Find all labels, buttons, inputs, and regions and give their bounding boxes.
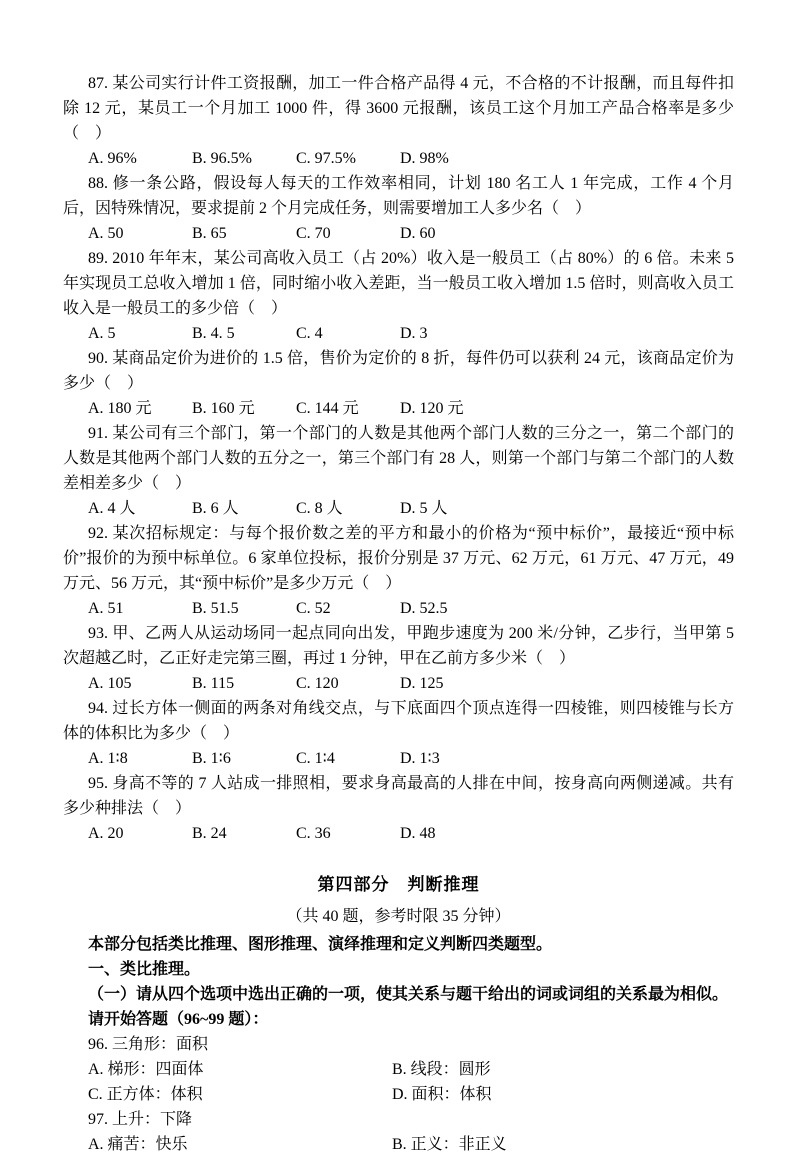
option-a: A. 痛苦：快乐 <box>88 1136 188 1153</box>
option-c: C. 4 <box>296 325 323 342</box>
question-91 <box>63 421 734 521</box>
question-text: 87. 某公司实行计件工资报酬，加工一件合格产品得 4 元，不合格的不计报酬，而且每件扣除 12 元，某员工一个月加工 1000 件，得 3600 元报酬，该员工这个月加工产品合格率是多少（ ） <box>63 75 734 142</box>
question-text: 92. 某次招标规定：与每个报价数之差的平方和最小的价格为“预中标价”，最接近“预中标价”报价的为预中标单位。6 家单位投标，报价分别是 37 万元、62 万元，61 万元、47 万元，49 万元、56 万元，其“预中标价”是多少万元（ ） <box>63 525 734 592</box>
begin-note: 请开始答题（96~99 题）： <box>88 1011 269 1028</box>
option-c: C. 144 元 <box>296 400 359 417</box>
option-a: A. 105 <box>88 675 132 692</box>
question-text: 97. 上升：下降 <box>88 1111 193 1128</box>
question-92 <box>63 521 734 621</box>
option-d: D. 1∶3 <box>400 750 440 767</box>
option-c: C. 97.5% <box>296 150 356 167</box>
question-87 <box>63 71 734 171</box>
options-row <box>63 1057 734 1082</box>
option-b: B. 24 <box>192 825 227 842</box>
option-d: D. 5 人 <box>400 500 448 517</box>
section-part-label: 一、类比推理。 <box>88 961 201 978</box>
question-text: 96. 三角形：面积 <box>88 1036 209 1053</box>
question-text: 88. 修一条公路，假设每人每天的工作效率相同，计划 180 名工人 1 年完成，工作 4 个月后，因特殊情况，要求提前 2 个月完成任务，则需要增加工人多少名（ ） <box>63 175 734 217</box>
options-row <box>63 596 734 621</box>
question-text: 94. 过长方体一侧面的两条对角线交点，与下底面四个顶点连得一四棱锥，则四棱锥与长方体的体积比为多少（ ） <box>63 700 734 742</box>
option-b: B. 51.5 <box>192 600 239 617</box>
question-90 <box>63 346 734 421</box>
option-b: B. 正义：非正义 <box>392 1136 507 1153</box>
option-d: D. 120 元 <box>400 400 464 417</box>
option-b: B. 160 元 <box>192 400 255 417</box>
option-a: A. 50 <box>88 225 124 242</box>
option-a: A. 1∶8 <box>88 750 128 767</box>
option-a: A. 20 <box>88 825 124 842</box>
option-b: B. 65 <box>192 225 227 242</box>
option-a: A. 4 人 <box>88 500 136 517</box>
option-c: C. 正方体：体积 <box>88 1086 203 1103</box>
option-b: B. 1∶6 <box>192 750 231 767</box>
question-text: 95. 身高不等的 7 人站成一排照相，要求身高最高的人排在中间，按身高向两侧递减。共有多少种排法（ ） <box>63 775 734 817</box>
option-c: C. 120 <box>296 675 339 692</box>
options-row <box>63 221 734 246</box>
option-b: B. 115 <box>192 675 235 692</box>
option-c: C. 8 人 <box>296 500 343 517</box>
question-text: 91. 某公司有三个部门，第一个部门的人数是其他两个部门人数的三分之一，第二个部门的人数是其他两个部门人数的五分之一，第三个部门有 28 人，则第一个部门与第二个部门的人数差相差多少（ ） <box>63 425 734 492</box>
option-a: A. 5 <box>88 325 116 342</box>
option-d: D. 125 <box>400 675 444 692</box>
question-text: 90. 某商品定价为进价的 1.5 倍，售价为定价的 8 折，每件仍可以获利 24 元，该商品定价为多少（ ） <box>63 350 734 392</box>
option-a: A. 梯形：四面体 <box>88 1061 204 1078</box>
option-d: D. 面积：体积 <box>392 1086 492 1103</box>
section-intro: 本部分包括类比推理、图形推理、演绎推理和定义判断四类题型。 <box>88 936 553 953</box>
options-row <box>63 671 734 696</box>
option-b: B. 4. 5 <box>192 325 235 342</box>
options-row <box>63 321 734 346</box>
question-93 <box>63 621 734 696</box>
options-row <box>63 496 734 521</box>
option-d: D. 3 <box>400 325 428 342</box>
question-97 <box>63 1107 734 1157</box>
question-88 <box>63 171 734 246</box>
section-instruction: （一）请从四个选项中选出正确的一项，使其关系与题干给出的词或词组的关系最为相似。 <box>88 986 729 1003</box>
option-d: D. 52.5 <box>400 600 448 617</box>
options-row <box>63 1082 734 1107</box>
section-subtitle: （共 40 题，参考时限 35 分钟） <box>286 908 511 925</box>
option-d: D. 98% <box>400 150 449 167</box>
question-text: 93. 甲、乙两人从运动场同一起点同向出发，甲跑步速度为 200 米/分钟，乙步行，当甲第 5 次超越乙时，乙正好走完第三圈，再过 1 分钟，甲在乙前方多少米（ ） <box>63 625 734 667</box>
question-95 <box>63 771 734 846</box>
option-b: B. 6 人 <box>192 500 239 517</box>
option-b: B. 线段：圆形 <box>392 1061 491 1078</box>
options-row <box>63 396 734 421</box>
option-d: D. 60 <box>400 225 436 242</box>
option-c: C. 1∶4 <box>296 750 335 767</box>
option-d: D. 48 <box>400 825 436 842</box>
question-96 <box>63 1032 734 1107</box>
option-c: C. 36 <box>296 825 331 842</box>
option-c: C. 52 <box>296 600 331 617</box>
option-b: B. 96.5% <box>192 150 252 167</box>
section-title: 第四部分 判断推理 <box>317 875 480 894</box>
question-94 <box>63 696 734 771</box>
options-row <box>63 821 734 846</box>
question-text: 89. 2010 年年末，某公司高收入员工（占 20%）收入是一般员工（占 80%）的 6 倍。未来 5 年实现员工总收入增加 1 倍，同时缩小收入差距，当一般员工收入增加 1.5 倍时，则高收入员工收入是一般员工的多少倍（ ） <box>63 250 734 317</box>
option-a: A. 51 <box>88 600 124 617</box>
options-row <box>63 1132 734 1157</box>
option-a: A. 96% <box>88 150 137 167</box>
options-row <box>63 146 734 171</box>
options-row <box>63 746 734 771</box>
option-c: C. 70 <box>296 225 331 242</box>
question-89 <box>63 246 734 346</box>
option-a: A. 180 元 <box>88 400 152 417</box>
